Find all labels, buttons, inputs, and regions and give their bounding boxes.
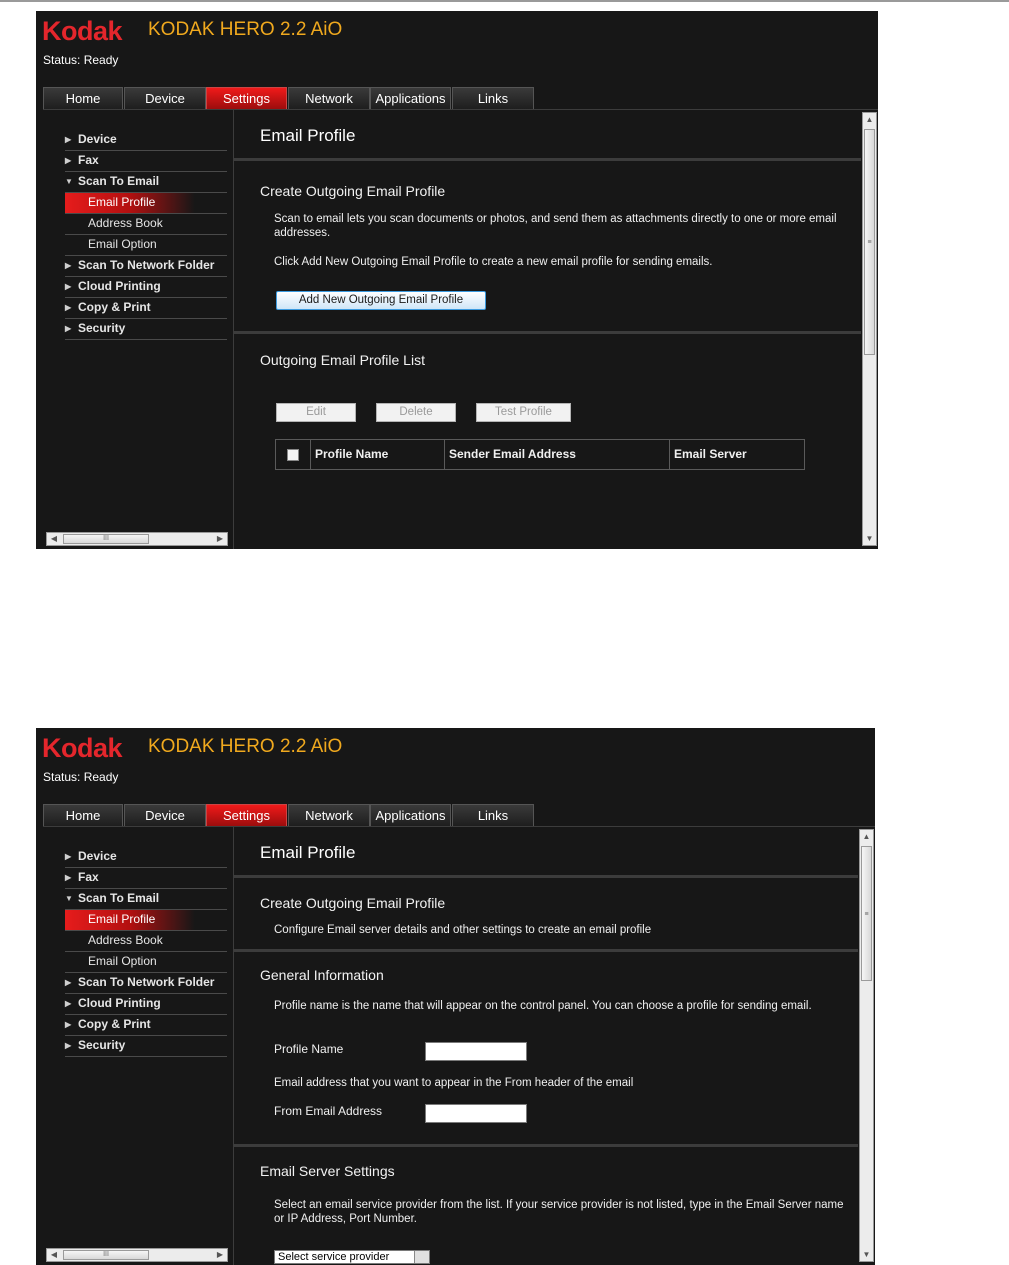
section-divider (234, 949, 858, 952)
profile-name-label: Profile Name (274, 1042, 344, 1056)
create-profile-heading: Create Outgoing Email Profile (260, 183, 446, 199)
caret-right-icon: ▶ (65, 978, 72, 987)
tab-device[interactable]: Device (124, 87, 206, 109)
sidebar-item-cloud-printing[interactable]: ▶ Cloud Printing (65, 277, 227, 298)
sidebar-horizontal-scrollbar[interactable] (46, 1248, 228, 1262)
scrollbar-thumb[interactable]: III (63, 534, 149, 544)
sidebar-item-copy-print[interactable]: ▶ Copy & Print (65, 1015, 227, 1036)
test-profile-button[interactable]: Test Profile (476, 403, 571, 422)
caret-right-icon: ▶ (65, 261, 72, 270)
tab-links[interactable]: Links (452, 87, 534, 109)
create-profile-heading: Create Outgoing Email Profile (260, 895, 446, 911)
content-frame (43, 109, 878, 549)
status-text: Status: Ready (43, 53, 119, 67)
scroll-down-icon[interactable]: ▼ (862, 1250, 871, 1259)
tab-network[interactable]: Network (288, 87, 370, 109)
caret-down-icon: ▼ (65, 894, 73, 903)
tab-settings[interactable]: Settings (206, 804, 287, 826)
add-new-email-profile-button[interactable]: Add New Outgoing Email Profile (276, 291, 486, 310)
sidebar-item-scan-to-network-folder[interactable]: ▶ Scan To Network Folder (65, 256, 227, 277)
section-divider (234, 331, 861, 334)
scroll-left-icon[interactable]: ◀ (50, 534, 58, 543)
sidebar-subitem-address-book[interactable]: Address Book (65, 214, 227, 235)
sidebar-nav (65, 130, 227, 340)
caret-right-icon: ▶ (65, 1041, 72, 1050)
column-header-email-server: Email Server (669, 440, 805, 469)
tab-home[interactable]: Home (43, 804, 123, 826)
main-vertical-scrollbar[interactable] (862, 112, 877, 546)
page-title: Email Profile (260, 843, 356, 862)
service-provider-select[interactable]: Select service provider (274, 1250, 430, 1264)
scroll-down-icon[interactable]: ▼ (865, 534, 874, 543)
section-divider (234, 875, 858, 878)
sidebar-subitem-email-option[interactable]: Email Option (65, 952, 227, 973)
dropdown-arrow-icon (414, 1251, 429, 1263)
content-frame (43, 826, 875, 1265)
profile-table-header (275, 439, 805, 470)
sidebar-item-security[interactable]: ▶ Security (65, 319, 227, 340)
caret-right-icon: ▶ (65, 1020, 72, 1029)
sidebar-item-scan-to-network-folder[interactable]: ▶ Scan To Network Folder (65, 973, 227, 994)
caret-right-icon: ▶ (65, 324, 72, 333)
delete-button[interactable]: Delete (376, 403, 456, 422)
scroll-right-icon[interactable]: ▶ (216, 1250, 224, 1259)
page-title: Email Profile (260, 126, 356, 145)
scrollbar-thumb[interactable]: ≡ (861, 846, 872, 981)
section-divider (234, 1144, 858, 1147)
profile-name-input[interactable] (425, 1042, 527, 1061)
from-address-description: Email address that you want to appear in the From header of the email (274, 1077, 634, 1089)
sidebar-item-scan-to-email[interactable]: ▼ Scan To Email (65, 172, 227, 193)
status-text: Status: Ready (43, 770, 119, 784)
sidebar (43, 827, 234, 1265)
caret-down-icon: ▼ (65, 177, 73, 186)
select-all-checkbox[interactable] (287, 449, 299, 461)
sidebar (43, 110, 234, 549)
scroll-up-icon[interactable]: ▲ (862, 832, 871, 841)
product-title: KODAK HERO 2.2 AiO (148, 736, 343, 757)
sidebar-subitem-email-profile[interactable]: Email Profile (65, 910, 227, 931)
from-email-input[interactable] (425, 1104, 527, 1123)
scrollbar-thumb[interactable]: ≡ (864, 129, 875, 355)
sidebar-horizontal-scrollbar[interactable] (46, 532, 228, 546)
tab-home[interactable]: Home (43, 87, 123, 109)
section-divider (234, 158, 861, 161)
main-vertical-scrollbar[interactable] (859, 829, 874, 1262)
main-panel (234, 827, 858, 1265)
create-profile-hint: Click Add New Outgoing Email Profile to create a new email profile for sending emails. (274, 256, 713, 268)
sidebar-subitem-email-option[interactable]: Email Option (65, 235, 227, 256)
tab-network[interactable]: Network (288, 804, 370, 826)
tab-device[interactable]: Device (124, 804, 206, 826)
sidebar-item-fax[interactable]: ▶ Fax (65, 868, 227, 889)
top-rule (0, 0, 1009, 2)
scroll-up-icon[interactable]: ▲ (865, 115, 874, 124)
sidebar-item-security[interactable]: ▶ Security (65, 1036, 227, 1057)
sidebar-subitem-address-book[interactable]: Address Book (65, 931, 227, 952)
caret-right-icon: ▶ (65, 999, 72, 1008)
scroll-right-icon[interactable]: ▶ (216, 534, 224, 543)
caret-right-icon: ▶ (65, 873, 72, 882)
email-server-heading: Email Server Settings (260, 1163, 395, 1179)
create-profile-description: Configure Email server details and other settings to create an email profile (274, 924, 652, 936)
main-panel (234, 110, 861, 549)
create-profile-description: Scan to email lets you scan documents or photos, and send them as attachments directly to one or more email addresses. (274, 213, 837, 239)
sidebar-item-device[interactable]: ▶ Device (65, 130, 227, 151)
column-header-profile-name: Profile Name (310, 440, 444, 469)
caret-right-icon: ▶ (65, 852, 72, 861)
sidebar-item-fax[interactable]: ▶ Fax (65, 151, 227, 172)
product-title: KODAK HERO 2.2 AiO (148, 19, 343, 40)
sidebar-item-copy-print[interactable]: ▶ Copy & Print (65, 298, 227, 319)
sidebar-item-device[interactable]: ▶ Device (65, 847, 227, 868)
kodak-logo: Kodak (42, 16, 123, 46)
general-info-description: Profile name is the name that will appear on the control panel. You can choose a profile for sending email. (274, 1000, 812, 1012)
tab-settings[interactable]: Settings (206, 87, 287, 109)
sidebar-item-cloud-printing[interactable]: ▶ Cloud Printing (65, 994, 227, 1015)
tab-applications[interactable]: Applications (370, 87, 451, 109)
caret-right-icon: ▶ (65, 135, 72, 144)
sidebar-subitem-email-profile[interactable]: Email Profile (65, 193, 227, 214)
caret-right-icon: ▶ (65, 282, 72, 291)
caret-right-icon: ▶ (65, 303, 72, 312)
profile-list-heading: Outgoing Email Profile List (260, 352, 425, 368)
tab-links[interactable]: Links (452, 804, 534, 826)
kodak-logo: Kodak (42, 733, 123, 763)
screenshot-create-view (36, 728, 875, 1265)
scrollbar-thumb[interactable]: III (63, 1250, 149, 1260)
email-server-description: Select an email service provider from the list. If your service provider is not listed, type in the Email Server name or IP Address, Port Number. (274, 1199, 844, 1225)
column-header-sender-email: Sender Email Address (444, 440, 670, 469)
edit-button[interactable]: Edit (276, 403, 356, 422)
sidebar-nav (65, 847, 227, 1057)
screenshot-list-view (36, 11, 878, 549)
caret-right-icon: ▶ (65, 156, 72, 165)
tab-applications[interactable]: Applications (370, 804, 451, 826)
sidebar-item-scan-to-email[interactable]: ▼ Scan To Email (65, 889, 227, 910)
general-info-heading: General Information (260, 967, 384, 983)
from-email-label: From Email Address (274, 1104, 383, 1118)
scroll-left-icon[interactable]: ◀ (50, 1250, 58, 1259)
